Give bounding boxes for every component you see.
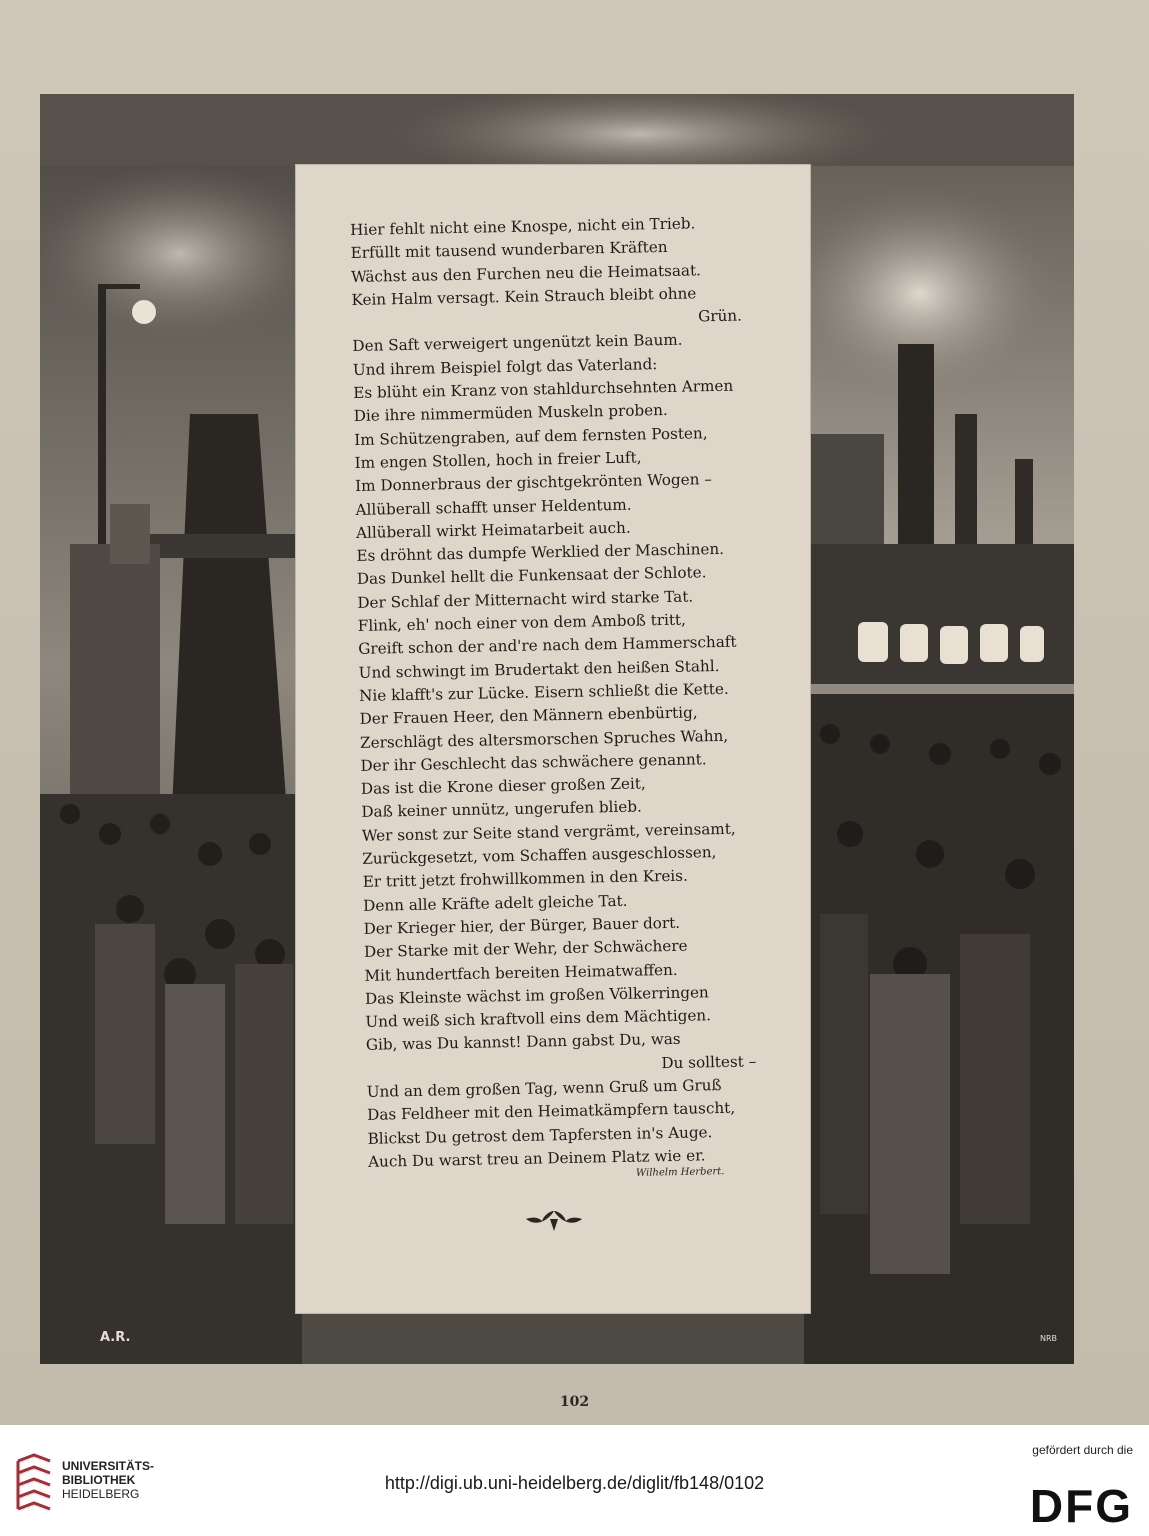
poem-text (350, 211, 798, 1174)
poem-line: Im Schützengraben, auf dem fernsten Posten, (354, 423, 708, 449)
poem-line: Den Saft verweigert ungenützt kein Baum. (352, 331, 683, 356)
poem-line: Und an dem großen Tag, wenn Gruß um Gruß (366, 1076, 722, 1101)
poem-line: Im engen Stollen, hoch in freier Luft, (354, 448, 642, 472)
poem-line: Und ihrem Beispiel folgt das Vaterland: (352, 354, 658, 379)
poem-line: Grün. (697, 306, 743, 326)
poem-line: Du solltest – (661, 1052, 757, 1072)
poem-line: Mit hundertfach bereiten Heimatwaffen. (364, 960, 678, 985)
library-city: HEIDELBERG (62, 1487, 140, 1501)
poem-line: Der ihr Geschlecht das schwächere genannt. (360, 750, 707, 775)
poem-line: Es blüht ein Kranz von stahldurchsehnten Armen (353, 376, 734, 403)
poem-line: Der Starke mit der Wehr, der Schwächere (363, 936, 688, 962)
document-url-link[interactable]: http://digi.ub.uni-heidelberg.de/diglit/fb148/0102 (384, 1473, 765, 1493)
poem-line: Allüberall schafft unser Heldentum. (355, 495, 632, 519)
poem-line: Denn alle Kräfte adelt gleiche Tat. (363, 891, 628, 915)
poem-line: Nie klafft's zur Lücke. Eisern schließt die Kette. (358, 679, 729, 705)
poem-panel (296, 165, 810, 1313)
poem-line: Der Schlaf der Mitternacht wird starke Tat. (357, 587, 694, 612)
library-name-line-1: UNIVERSITÄTS- (62, 1459, 155, 1473)
poem-line: Zurückgesetzt, vom Schaffen ausgeschlossen, (362, 843, 717, 868)
library-name-line-2: BIBLIOTHEK (62, 1473, 136, 1487)
poem-line: Hier fehlt nicht eine Knospe, nicht ein Trieb. (350, 214, 696, 239)
poem-line: Das Kleinste wächst im großen Völkerringen (364, 983, 709, 1008)
page-number: 102 (559, 1394, 590, 1410)
poem-line: Der Krieger hier, der Bürger, Bauer dort. (363, 913, 681, 938)
poem-line: Im Donnerbraus der gischtgekrönten Wogen – (354, 470, 713, 496)
poem-line: Er tritt jetzt frohwillkommen in den Kreis. (362, 866, 689, 892)
poem-line: Auch Du warst treu an Deinem Platz wie er. (367, 1146, 706, 1171)
poem-author: Wilhelm Herbert. (635, 1166, 725, 1179)
poem-line: Kein Halm versagt. Kein Strauch bleibt ohne (351, 284, 697, 309)
poem-line: Und weiß sich kraftvoll eins dem Mächtigen. (365, 1006, 712, 1031)
poem-line: Das ist die Krone dieser großen Zeit, (360, 774, 646, 799)
poem-line: Wer sonst zur Seite stand vergrämt, vereinsamt, (361, 819, 736, 845)
poem-line: Die ihre nimmermüden Muskeln proben. (353, 401, 668, 426)
poem-line: Das Dunkel hellt die Funkensaat der Schlote. (356, 563, 707, 589)
poem-line: Das Feldheer mit den Heimatkämpfern tauscht, (367, 1099, 736, 1125)
artist-signature-right: NRB (1040, 1334, 1058, 1343)
artist-signature-left: A.R. (100, 1330, 131, 1345)
poem-line: Wächst aus den Furchen neu die Heimatsaat. (350, 260, 702, 286)
poem-line: Allüberall wirkt Heimatarbeit auch. (355, 518, 631, 542)
poem-line: Der Frauen Heer, den Männern ebenbürtig, (359, 703, 698, 729)
poem-line: Erfüllt mit tausend wunderbaren Kräften (350, 238, 668, 263)
poem-line: Gib, was Du kannst! Dann gabst Du, was (365, 1030, 681, 1055)
dfg-logo[interactable]: DFG (1029, 1480, 1133, 1532)
ornament-icon (522, 1205, 586, 1235)
poem-line: Daß keiner unnütz, ungerufen blieb. (361, 797, 643, 822)
poem-line: Greift schon der and're nach dem Hammerschaft (358, 633, 737, 659)
sponsor-caption: gefördert durch die (1032, 1443, 1133, 1457)
poem-line: Und schwingt im Brudertakt den heißen Stahl. (358, 656, 720, 682)
poem-line: Es dröhnt das dumpfe Werklied der Maschinen. (356, 540, 725, 566)
poem-line: Blickst Du getrost dem Tapfersten in's Auge. (367, 1122, 713, 1148)
footer-bar (0, 1425, 1149, 1536)
poem-line: Flink, eh' noch einer von dem Amboß tritt, (357, 610, 687, 635)
poem-line: Zerschlägt des altersmorschen Spruches Wahn, (359, 726, 729, 752)
